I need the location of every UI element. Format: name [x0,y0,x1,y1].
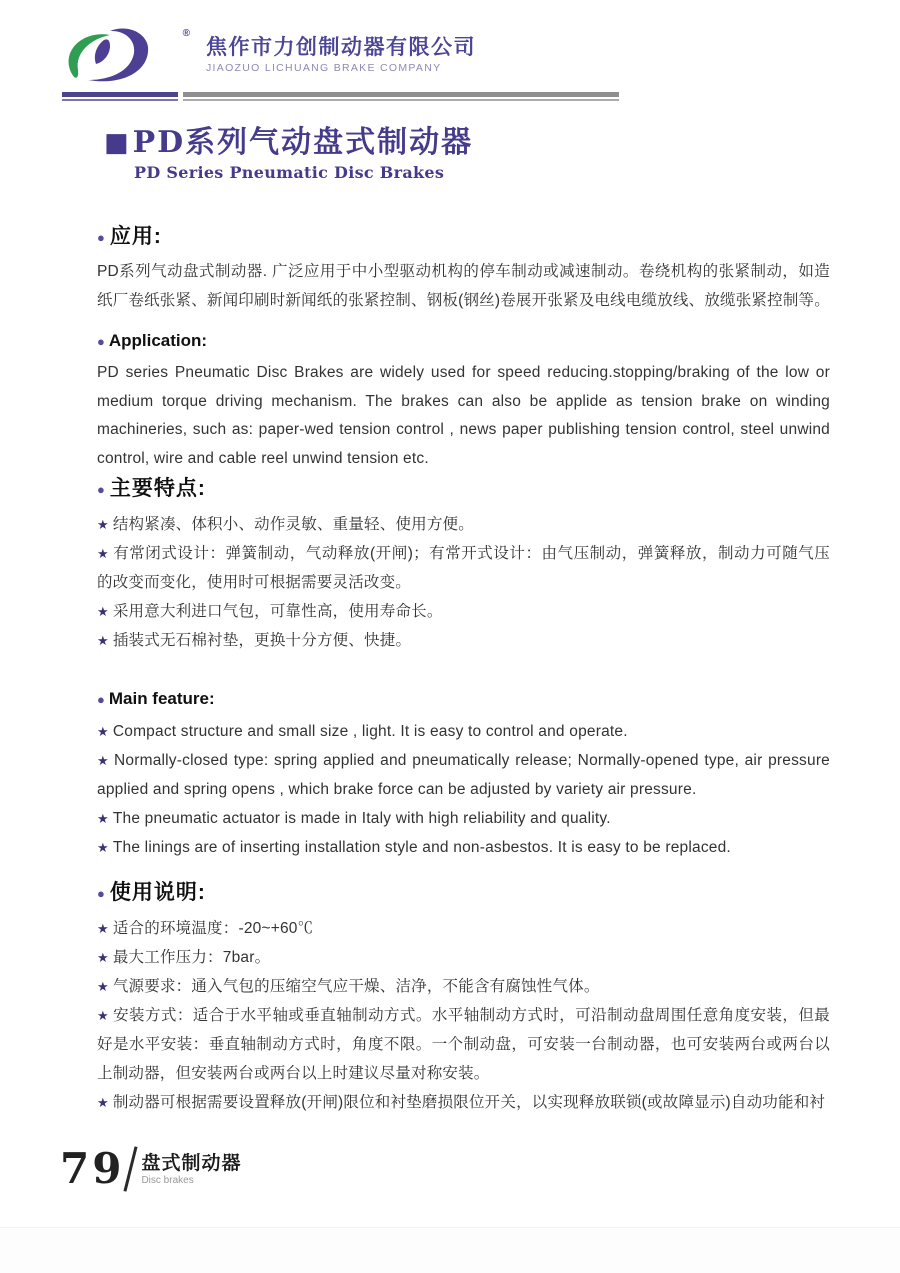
star-icon: ★ [97,724,109,739]
section-heading [97,686,830,712]
title-block [104,126,473,182]
feature-item [97,510,830,539]
instruction-item [97,1001,830,1088]
page-title [104,126,473,160]
section-heading-text: 主要特点: [109,477,206,500]
instruction-list [97,914,830,1117]
instruction-item [97,943,830,972]
bullet-icon: ● [97,691,105,707]
company-logo [58,26,198,88]
star-icon: ★ [97,753,111,768]
section-body [97,258,830,315]
star-icon: ★ [97,811,109,826]
feature-text: 有常闭式设计：弹簧制动，气动释放(开闸)；有常开式设计：由气压制动，弹簧释放，制动力可随气压的改变而变化，使用时可根据需要灵活改变。 [97,545,830,591]
feature-item [97,833,830,862]
star-icon: ★ [97,921,109,936]
section-features-en [97,686,830,862]
section-body [97,359,830,473]
scan-edge [0,1227,900,1273]
feature-text: The linings are of inserting installation style and non-asbestos. It is easy to be replaced. [112,839,731,856]
feature-item [97,597,830,626]
section-heading [97,222,830,252]
instruction-text: 适合的环境温度：-20~+60℃ [112,920,314,937]
square-marker-icon: ■ [104,128,131,158]
section-heading-text: 应用: [109,225,162,248]
footer-label-cn: 盘式制动器 [141,1153,242,1174]
feature-text: The pneumatic actuator is made in Italy with high reliability and quality. [112,810,611,827]
section-heading [97,878,830,908]
page-header [58,26,476,88]
paragraph: PD series Pneumatic Disc Brakes are widely used for speed reducing.stopping/braking of the low or medium torque driving mechanism. The brakes can also be applide as tension brake on winding machineries, such as: paper-wed tension control , news paper publishing tension control, steel unwind control, wire and cable reel unwind tension etc. [97,364,830,467]
instruction-item [97,914,830,943]
company-name-en: JIAOZUO LICHUANG BRAKE COMPANY [206,62,442,74]
instruction-text: 气源要求：通入气包的压缩空气应干燥、洁净，不能含有腐蚀性气体。 [112,978,600,995]
page-number: 79 [60,1144,125,1193]
star-icon: ★ [97,604,109,619]
page-title-text: PD系列气动盘式制动器 [132,125,474,160]
star-icon: ★ [97,1008,110,1023]
slash-divider [124,1146,138,1191]
section-heading-text: Application: [108,331,208,350]
feature-text: 插装式无石棉衬垫，更换十分方便、快捷。 [112,632,412,649]
paragraph: PD系列气动盘式制动器. 广泛应用于中小型驱动机构的停车制动或减速制动。卷绕机构的张紧制动，如造纸厂卷纸张紧、新闻印刷时新闻纸的张紧控制、钢板(钢丝)卷展开张紧及电线电缆放线、放缆张紧控制等。 [97,263,830,309]
registered-trademark: ® [182,28,190,39]
section-heading-text: 使用说明: [109,881,206,904]
company-name-block [206,26,476,74]
feature-item [97,746,830,804]
feature-text: 采用意大利进口气包，可靠性高，使用寿命长。 [112,603,443,620]
instruction-text: 最大工作压力：7bar。 [112,949,271,966]
feature-text: Normally-closed type: spring applied and pneumatically release; Normally-opened type, air pressure applied and spring opens , which brake force can be adjusted by variety air pressure. [97,752,830,798]
section-application-en [97,328,830,473]
bullet-icon: ● [97,885,106,901]
feature-item [97,804,830,833]
feature-item [97,539,830,597]
section-heading [97,328,830,354]
section-heading [97,474,830,504]
section-application-cn [97,222,830,315]
company-name-cn: 焦作市力创制动器有限公司 [206,36,476,59]
bullet-icon: ● [97,229,106,245]
feature-text: Compact structure and small size , light. It is easy to control and operate. [112,723,628,740]
divider-gray-bar [183,92,619,97]
feature-list [97,717,830,862]
star-icon: ★ [97,840,109,855]
bullet-icon: ● [97,333,105,349]
feature-list [97,510,830,655]
footer-labels [141,1146,241,1186]
instruction-item [97,972,830,1001]
instruction-text: 制动器可根据需要设置释放(开闸)限位和衬垫磨损限位开关，以实现释放联锁(或故障显示)自动功能和衬 [112,1094,826,1111]
instruction-item [97,1088,830,1117]
star-icon: ★ [97,1095,109,1110]
feature-item [97,717,830,746]
feature-item [97,626,830,655]
divider-purple-bar [62,92,178,97]
logo-swoosh-icon [58,26,186,88]
section-instructions [97,878,830,1117]
section-heading-text: Main feature: [108,689,215,708]
star-icon: ★ [97,546,110,561]
star-icon: ★ [97,950,109,965]
instruction-text: 安装方式：适合于水平轴或垂直轴制动方式。水平轴制动方式时，可沿制动盘周围任意角度安装，但最好是水平安装：垂直轴制动方式时，角度不限。一个制动盘，可安装一台制动器，也可安装两台或两台以上制动器，但安装两台或两台以上时建议尽量对称安装。 [97,1007,830,1082]
star-icon: ★ [97,633,109,648]
page-subtitle: PD Series Pneumatic Disc Brakes [134,163,445,182]
star-icon: ★ [97,979,109,994]
page-footer [60,1146,241,1192]
header-divider [62,92,862,104]
feature-text: 结构紧凑、体积小、动作灵敏、重量轻、使用方便。 [112,516,474,533]
section-features-cn [97,474,830,655]
footer-label-en: Disc brakes [141,1175,194,1186]
star-icon: ★ [97,517,109,532]
bullet-icon: ● [97,481,106,497]
